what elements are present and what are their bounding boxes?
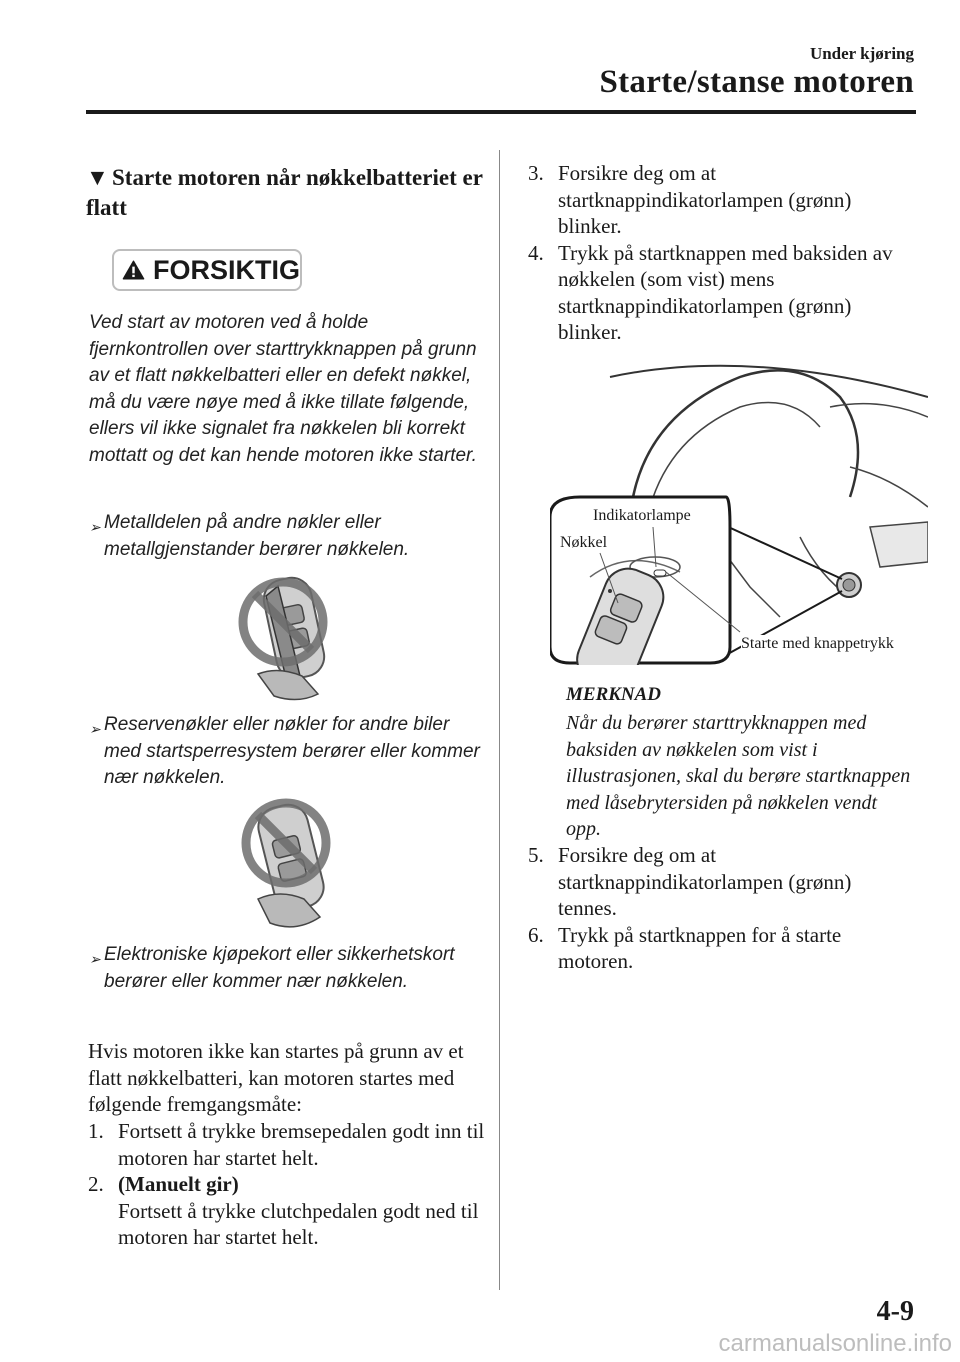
column-divider — [499, 150, 500, 1290]
step-number: 2. — [88, 1172, 104, 1196]
warning-triangle-icon — [122, 255, 145, 285]
step-number: 1. — [88, 1119, 104, 1143]
bullet-text: Elektroniske kjøpekort eller sikkerhetskort berører eller kommer nær nøkkelen. — [104, 944, 455, 992]
step-text: Trykk på startknappen for å starte motoren. — [558, 922, 842, 973]
intro-paragraph: Hvis motoren ikke kan startes på grunn av et flatt nøkkelbatteri, kan motoren startes med følgende fremgangsmåte: — [88, 1039, 464, 1116]
step-item — [528, 240, 908, 346]
step-content — [118, 1171, 488, 1251]
arrow-bullet-icon: ➢ — [89, 519, 101, 535]
step-text: Forsikre deg om at startknappindikatorlampen (grønn) blinker. — [558, 161, 852, 238]
steps-right-list-continued — [528, 842, 908, 975]
indicator-label: Indikatorlampe — [593, 507, 691, 524]
step-text: Fortsett å trykke clutchpedalen godt ned til motoren har startet helt. — [118, 1198, 479, 1249]
arrow-bullet-icon: ➢ — [89, 951, 101, 967]
section-title — [86, 163, 486, 223]
step-item — [528, 842, 908, 922]
step-item — [88, 1118, 488, 1171]
header-rule — [86, 110, 916, 114]
caution-bullet — [89, 712, 481, 792]
step-number: 4. — [528, 240, 544, 265]
step-number: 3. — [528, 161, 544, 185]
caution-text: Ved start av motoren ved å holde fjernkontrollen over starttrykknappen på grunn av et flatt nøkkelbatteri eller en defekt nøkkel, må du være nøye med å ikke tillate følgende, ellers vil ikke signalet fra nøkkelen bli korrekt mottatt og det kan hende motoren ikke starter. — [89, 312, 477, 466]
caution-label-box — [112, 249, 302, 291]
note-heading: MERKNAD — [566, 684, 662, 705]
step-text: Fortsett å trykke bremsepedalen godt inn til motoren har startet helt. — [118, 1119, 485, 1170]
step-number: 6. — [528, 922, 544, 947]
key-label: Nøkkel — [560, 534, 608, 551]
step-text: Forsikre deg om at startknappindikatorlampen (grønn) tennes. — [558, 843, 852, 920]
bullet-text: Reservenøkler eller nøkler for andre biler med startsperresystem berører eller kommer nær nøkkelen. — [104, 714, 480, 788]
caution-bullet — [89, 510, 481, 563]
step-number: 5. — [528, 843, 544, 867]
start-button-label: Starte med knappetrykk — [741, 635, 894, 652]
note-text: Når du berører starttrykknappen med baksiden av nøkkelen som vist i illustrasjonen, skal du berøre startknappen med låsebrytersiden på nøkkelen vendt opp. — [566, 712, 911, 840]
footer-watermark-url: carmanualsonline.info — [718, 1330, 952, 1357]
page-title: Starte/stanse motoren — [599, 64, 914, 100]
steps-left-list — [88, 1118, 488, 1251]
step-item — [88, 1171, 488, 1251]
bullet-text: Metalldelen på andre nøkler eller metallgjenstander berører nøkkelen. — [104, 512, 410, 560]
section-title-text: Starte motoren når nøkkelbatteriet er flatt — [86, 165, 483, 220]
step-item — [528, 922, 908, 975]
spare-keys-prohibited-icon — [232, 795, 347, 935]
steps-right-list — [528, 160, 908, 346]
chapter-label: Under kjøring — [809, 44, 914, 63]
page-number: 4-9 — [876, 1296, 914, 1327]
arrow-bullet-icon: ➢ — [89, 721, 101, 737]
step-text: Trykk på startknappen med baksiden av nøkkelen (som vist) mens startknappindikatorlampen (grønn) blinker. — [558, 240, 893, 344]
caution-bullet — [89, 942, 481, 995]
step-bold-label: (Manuelt gir) — [118, 1172, 239, 1196]
key-with-metal-prohibited-icon — [238, 566, 348, 706]
section-marker-icon: ▼ — [86, 165, 109, 190]
step-item — [528, 160, 908, 240]
caution-label: FORSIKTIG — [153, 254, 300, 285]
